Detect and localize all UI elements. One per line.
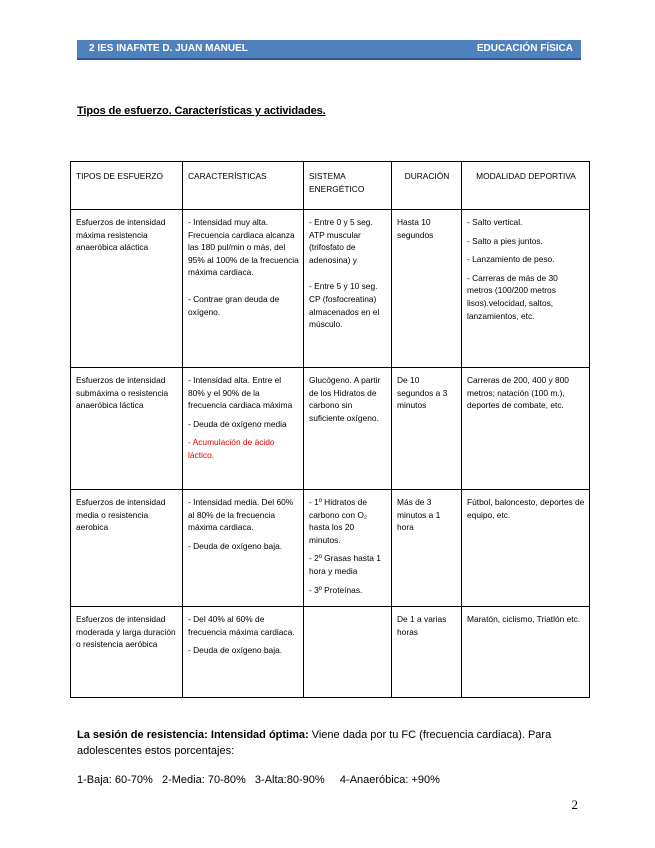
cell-line: - Salto vertical. <box>467 217 523 227</box>
cell-tipo: Esfuerzos de intensidad media o resistencia aerobica <box>71 490 183 607</box>
session-text: Viene dada por tu FC (frecuencia cardiaca). Para adolescentes estos porcentajes: <box>77 729 552 757</box>
cell-caracteristicas <box>183 607 304 698</box>
table-row <box>71 607 590 698</box>
cell-line: - Del 40% al 60% de frecuencia máxima cardiaca. <box>188 614 295 637</box>
cell-tipo: Esfuerzos de intensidad moderada y larga duración o resistencia aeróbica <box>71 607 183 698</box>
header-subject: EDUCACIÓN FÍSICA <box>476 43 573 54</box>
cell-line: - Contrae gran deuda de oxígeno. <box>188 293 280 317</box>
header-duracion: DURACIÓN <box>392 162 462 210</box>
cell-line: - Deuda de oxígeno media <box>188 418 287 429</box>
cell-line: - Carreras de más de 30 metros (100/200 metros lisos).velocidad, saltos, lanzamientos, etc. <box>467 272 558 321</box>
table-header-row <box>71 162 590 210</box>
session-paragraph <box>77 727 587 759</box>
cell-caracteristicas <box>183 368 304 490</box>
cell-tipo: Esfuerzos de intensidad submáxima o resistencia anaeróbica láctica <box>71 368 183 490</box>
document-title: Tipos de esfuerzo. Características y actividades. <box>77 105 326 117</box>
cell-sistema <box>304 490 392 607</box>
table-row <box>71 368 590 490</box>
cell-modalidad <box>462 210 590 368</box>
header-sistema: SISTEMA ENERGÉTICO <box>304 162 392 210</box>
cell-line: - Deuda de oxígeno baja. <box>188 645 283 656</box>
cell-modalidad: Carreras de 200, 400 y 800 metros; natación (100 m.), deportes de combate, etc. <box>462 368 590 490</box>
cell-line: - Intensidad media. Del 60% al 80% de la frecuencia máxima cardiaca. <box>188 497 294 533</box>
session-heading: La sesión de resistencia: Intensidad óptima: <box>77 729 309 741</box>
cell-line: - Entre 5 y 10 seg. CP (fosfocreatina) almacenados en el músculo. <box>309 281 380 330</box>
cell-line: - 1º Hidratos de carbono con O₂ hasta los 20 minutos. <box>309 497 368 545</box>
page-header <box>77 40 581 60</box>
cell-duracion: Más de 3 minutos a 1 hora <box>392 490 462 607</box>
cell-line: - Deuda de oxígeno baja. <box>188 540 283 551</box>
header-tipo: TIPOS DE ESFUERZO <box>71 162 183 210</box>
cell-duracion: De 1 a varias horas <box>392 607 462 698</box>
cell-sistema <box>304 210 392 368</box>
cell-tipo: Esfuerzos de intensidad máxima resistencia anaeróbica aláctica <box>71 210 183 368</box>
cell-caracteristicas <box>183 490 304 607</box>
cell-line: - Intensidad alta. Entre el 80% y el 90% de la frecuencia cardiaca máxima <box>188 375 293 411</box>
header-modalidad: MODALIDAD DEPORTIVA <box>462 162 590 210</box>
intensity-levels: 1-Baja: 60-70% 2-Media: 70-80% 3-Alta:80-90% 4-Anaeróbica: +90% <box>77 774 440 786</box>
cell-sistema: Glucógeno. A partir de los Hidratos de carbono sin suficiente oxígeno. <box>304 368 392 490</box>
cell-modalidad: Maratón, ciclismo, Triatlón etc. <box>462 607 590 698</box>
cell-duracion: De 10 segundos a 3 minutos <box>392 368 462 490</box>
cell-line: - Lanzamiento de peso. <box>467 254 555 265</box>
cell-modalidad: Fútbol, baloncesto, deportes de equipo, etc. <box>462 490 590 607</box>
cell-caracteristicas <box>183 210 304 368</box>
cell-line: - Entre 0 y 5 seg. ATP muscular (trifosfato de adenosina) y <box>309 217 373 265</box>
page-number: 2 <box>571 797 578 812</box>
table-row <box>71 210 590 368</box>
header-school: 2 IES INAFNTE D. JUAN MANUEL <box>89 43 248 54</box>
cell-duracion: Hasta 10 segundos <box>392 210 462 368</box>
cell-line: - Salto a pies juntos. <box>467 235 543 246</box>
cell-line: - Intensidad muy alta. Frecuencia cardiaca alcanza las 180 pul/min o más, del 95% al 100% de la frecuencia máxima cardiaca. <box>188 217 299 278</box>
table-row <box>71 490 590 607</box>
cell-sistema <box>304 607 392 698</box>
cell-line: - 3º Proteínas. <box>309 584 363 595</box>
effort-types-table <box>70 161 590 698</box>
header-caracteristicas: CARACTERÍSTICAS <box>183 162 304 210</box>
cell-line-highlight: - Acumulación de ácido láctico. <box>188 437 275 460</box>
cell-line: - 2º Grasas hasta 1 hora y media <box>309 553 381 576</box>
